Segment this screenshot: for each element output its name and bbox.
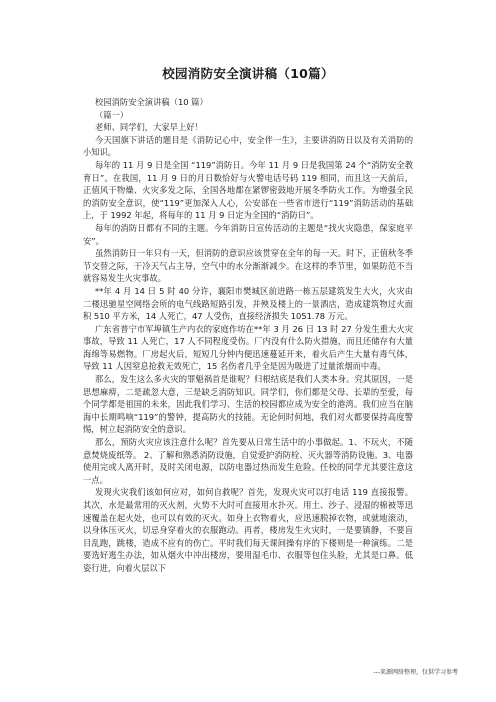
- paragraph: 每年的消防日都有不同的主题。今年消防日宣传活动的主题是“找火灾隐患，保家庭平安”。: [83, 222, 413, 246]
- paragraph: 广东省普宁市军埠镇生产内衣的家庭作坊在**年 3 月 26 日 13 时 27 分发生重大火灾事故，导致 11 人死亡，17 人不同程度受伤。厂内没有什么防火措施，而且还储存有大量海绵等易燃物。厂房起火后，短短几分钟内便迅速蔓延开来，着火后产生大量有毒气体，导致 11 人因窒息抢救无效死亡，15 名伤者几乎全是因为吸进了过量浓烟而中毒。: [83, 323, 413, 372]
- paragraph: 每年的 11 月 9 日是全国 “119”消防日。今年 11 月 9 日是我国第 24 个“消防安全教育日”。在我国，11 月 9 日的月日数恰好与火警电话号码 119 相同，而且这一天前后，正值风干物燥、火灾多发之际，全国各地都在紧锣密鼓地开展冬季防火工作。为增强全民的消防安全意识，使“119”更加深入人心，公安部在一些省市进行“119”消防活动的基础上，于 1992 年起，将每年的 11 月 9 日定为全国的“消防日”。: [83, 159, 413, 221]
- document-page: [83, 66, 413, 575]
- document-body: [83, 96, 413, 575]
- paragraph: **年 4 月 14 日 5 时 40 分许，襄阳市樊城区前进路一栋五层建筑发生大火，火灾由二楼迅驰星空网络会所的电气线路短路引发，并殃及楼上的一景酒店，造成建筑物过火面积 510 平方米，14 人死亡，47 人受伤，直接经济损失 1051.78 万元。: [83, 285, 413, 322]
- paragraph: 发现火灾我们该如何应对，如何自救呢？首先，发现火灾可以打电话 119 直接报警。其次，水是最常用的灭火剂，火势不大时可直接用水扑灭。用土、沙子、浸湿的棉被等迅速覆盖在起火处，也可以有效的灭火。如身上衣物着火，应迅速脱掉衣物，或就地滚动，以身体压灭火，切忌身穿着火的衣服跑动。再者，楼房发生火灾时，一是要镇静，不要盲目乱跑，跳楼，造成不应有的伤亡。平时我们每天课间操有序的下楼则是一种演练。二是要选好逃生办法，如从烟火中冲出楼房，要用湿毛巾、衣服等包住头脸，尤其是口鼻。低姿行进，向着火层以下: [83, 487, 413, 573]
- paragraph: 校园消防安全演讲稿（10 篇）: [95, 97, 208, 107]
- source-footer: ---来源网络整理，仅供学习参考: [373, 669, 458, 676]
- paragraph: 虽然消防日一年只有一天，但消防的意识应该贯穿在全年的每一天。时下，正值秋冬季节交替之际，干冷天气占主导，空气中的水分渐渐减少。在这样的季节里，如果防范不当就容易发生火灾事故。: [83, 248, 413, 284]
- document-title: 校园消防安全演讲稿（10篇）: [162, 66, 334, 81]
- paragraph: 老师、同学们，大家早上好！: [95, 122, 203, 133]
- paragraph: 那么，预防火灾应该注意什么呢？首先要从日常生活中的小事做起。1、不玩火，不随意焚烧废纸等。 2、了解和熟悉消防设施，自觉爱护消防栓、灭火器等消防设施。3、电器使用完或人离开时，及时关闭电源，以防电器过热而发生危险。任校的同学尤其要注意这一点。: [83, 437, 413, 485]
- paragraph: 那么，发生这么多火灾的罪魁祸首是谁呢？归根结底是我们人类本身。究其原因，一是思想麻痹，二是疏忽大意，三是缺乏消防知识。同学们，你们都是父母、长辈的至爱，每个同学都是祖国的未来，因此我们学习、生活的校园都应成为安全的港湾。我们应当在脑海中长期鸣响“119”的警钟，提高防火的技能。无论何时何地，我们对火都要保持高度警惕，树立起消防安全的意识。: [83, 374, 413, 435]
- paragraph: （篇一）: [95, 109, 129, 120]
- paragraph: 今天国旗下讲话的题目是《消防记心中，安全伴一生》，主要讲消防日以及有关消防的小知识。: [83, 134, 413, 158]
